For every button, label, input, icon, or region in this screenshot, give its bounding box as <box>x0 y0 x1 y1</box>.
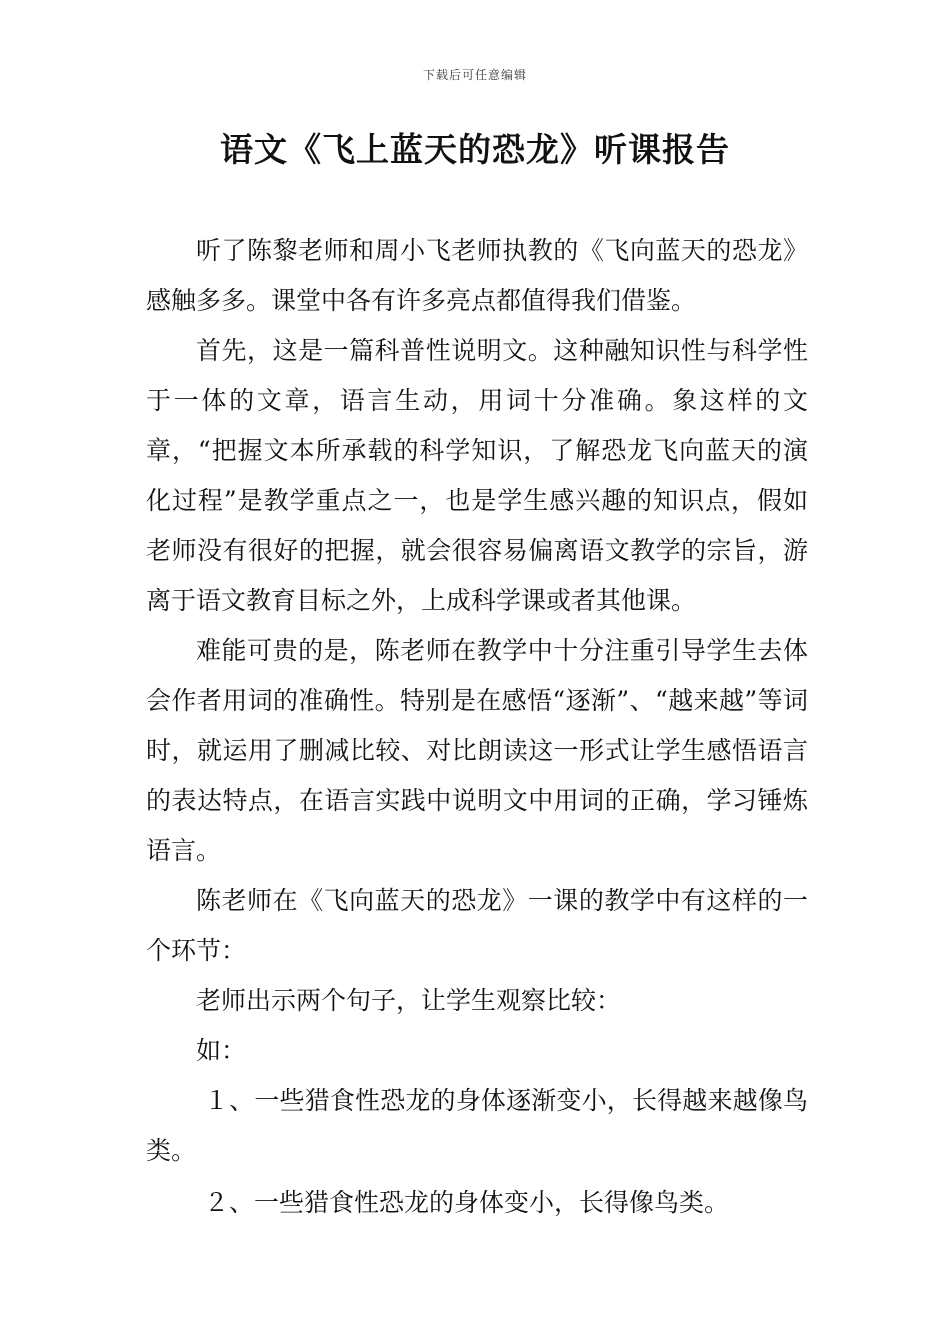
paragraph-intro: 听了陈黎老师和周小飞老师执教的《飞向蓝天的恐龙》感触多多。课堂中各有许多亮点都值得我们借鉴。 <box>146 236 808 315</box>
example-sentence-one: １、一些猎食性恐龙的身体逐渐变小，长得越来越像鸟类。 <box>146 1086 808 1165</box>
paragraph-compare-sentences: 老师出示两个句子，让学生观察比较： <box>196 986 622 1015</box>
paragraph-lesson-segment: 陈老师在《飞向蓝天的恐龙》一课的教学中有这样的一个环节： <box>146 886 808 965</box>
document-title: 语文《飞上蓝天的恐龙》听课报告 <box>220 130 730 169</box>
document-body <box>146 226 808 1228</box>
paragraph-word-accuracy: 难能可贵的是，陈老师在教学中十分注重引导学生去体会作者用词的准确性。特别是在感悟“逐渐”、“越来越”等词时，就运用了删减比较、对比朗读这一形式让学生感悟语言的表达特点，在语言实践中说明文中用词的正确，学习锤炼语言。 <box>146 636 808 865</box>
paragraph-example-label: 如： <box>196 1036 247 1065</box>
example-sentence-two: ２、一些猎食性恐龙的身体变小，长得像鸟类。 <box>204 1188 730 1217</box>
paragraph-text-nature: 首先，这是一篇科普性说明文。这种融知识性与科学性于一体的文章，语言生动，用词十分准确。象这样的文章，“把握文本所承载的科学知识，了解恐龙飞向蓝天的演化过程”是教学重点之一，也是学生感兴趣的知识点，假如老师没有很好的把握，就会很容易偏离语文教学的宗旨，游离于语文教育目标之外，上成科学课或者其他课。 <box>146 336 808 615</box>
header-note: 下载后可任意编辑 <box>422 68 527 82</box>
